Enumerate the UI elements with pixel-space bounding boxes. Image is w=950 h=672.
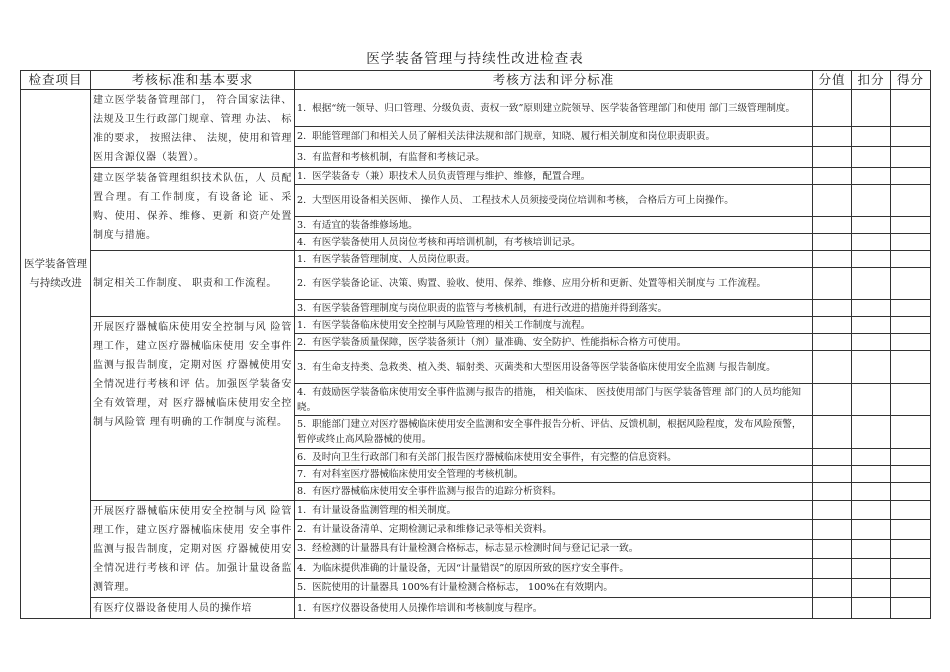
- method-text: 经检测的计量器具有计量检测合格标志，标志显示检测时间与登记记录一致。: [312, 543, 639, 555]
- method-cell: [295, 449, 813, 466]
- method-number: 2.: [297, 278, 307, 289]
- deduct-cell[interactable]: [852, 147, 891, 168]
- score-cell[interactable]: [813, 384, 852, 416]
- method-text: 职能管理部门和相关人员了解相关法律法规和部门规章，知晓、履行相关制度和岗位职责职责。: [312, 131, 716, 143]
- score-cell[interactable]: [813, 251, 852, 268]
- table-row: [21, 317, 931, 334]
- header-got: 得分: [891, 71, 931, 90]
- method-number: 1.: [297, 170, 307, 182]
- got-cell[interactable]: [891, 147, 931, 168]
- method-number: 3.: [297, 151, 307, 163]
- method-number: 1.: [297, 504, 307, 516]
- method-number: 1.: [297, 602, 307, 614]
- score-cell[interactable]: [813, 351, 852, 384]
- standard-cell: 建立医学装备管理组织技术队伍，人 员配置合理。有工作制度，有设备论 证、采购、使用、保养、维修、更新 和资产处置制度与措施。: [91, 168, 295, 251]
- deduct-cell[interactable]: [852, 168, 891, 185]
- standard-cell: 开展医疗器械临床使用安全控制与风 险管理工作，建立医疗器械临床使用 安全事件监测与报告制度，定期对医 疗器械使用安全情况进行考核和评 估。加强计量设备监测管理。: [91, 501, 295, 598]
- deduct-cell[interactable]: [852, 351, 891, 384]
- deduct-cell[interactable]: [852, 317, 891, 334]
- score-cell[interactable]: [813, 466, 852, 483]
- deduct-cell[interactable]: [852, 268, 891, 300]
- method-cell: [295, 317, 813, 334]
- method-number: 2.: [297, 131, 307, 143]
- method-text: 医学装备专（兼）职技术人员负责管理与维护、维修，配置合理。: [312, 170, 591, 182]
- score-cell[interactable]: [813, 334, 852, 351]
- method-cell: [295, 539, 813, 558]
- method-text: 及时向卫生行政部门和有关部门报告医疗器械临床使用安全事件，有完整的信息资料。: [312, 451, 677, 463]
- standard-cell: 开展医疗器械临床使用安全控制与风 险管理工作，建立医疗器械临床使用 安全事件监测与报告制度，定期对医 疗器械使用安全情况进行考核和评 估。加强医学装备安全有效管理，对 医疗器械临床使用安全控制与风险管 理有明确的工作制度与流程。: [91, 317, 295, 501]
- got-cell[interactable]: [891, 185, 931, 217]
- score-cell[interactable]: [813, 449, 852, 466]
- method-cell: [295, 384, 813, 416]
- method-cell: [295, 90, 813, 127]
- score-cell[interactable]: [813, 168, 852, 185]
- method-text: 有医学装备临床使用安全控制与风险管理的相关工作制度与流程。: [312, 319, 591, 331]
- got-cell[interactable]: [891, 520, 931, 539]
- method-text: 有鼓励医学装备临床使用安全事件监测与报告的措施， 相关临床、 医技使用部门与医学装备管理 部门的人员均能知晓。: [297, 386, 801, 413]
- method-text: 有计量设备监测管理的相关制度。: [312, 504, 457, 516]
- method-number: 4.: [297, 562, 307, 574]
- method-text: 职能部门建立对医疗器械临床使用安全监测和安全事件报告分析、评估、反馈机制，根据风险程度，发布风险预警，暂停或终止高风险器械的使用。: [297, 419, 802, 445]
- method-cell: [295, 185, 813, 217]
- method-cell: [295, 334, 813, 351]
- method-cell: [295, 300, 813, 317]
- deduct-cell[interactable]: [852, 300, 891, 317]
- method-text: 有医疗器械临床使用安全事件监测与报告的追踪分析资料。: [312, 486, 562, 497]
- got-cell[interactable]: [891, 559, 931, 578]
- method-text: 根据“统一领导、归口管理、分级负责、责权一致”原则建立院领导、医学装备管理部门和使用 部门三级管理制度。: [312, 102, 796, 114]
- method-number: 5.: [297, 582, 307, 594]
- got-cell[interactable]: [891, 466, 931, 483]
- table-row: [21, 501, 931, 520]
- score-cell[interactable]: [813, 520, 852, 539]
- inspection-table: [20, 70, 931, 619]
- standard-cell: 有医疗仪器设备使用人员的操作培: [91, 598, 295, 619]
- got-cell[interactable]: [891, 251, 931, 268]
- score-cell[interactable]: [813, 217, 852, 234]
- method-cell: [295, 147, 813, 168]
- got-cell[interactable]: [891, 351, 931, 384]
- method-cell: [295, 251, 813, 268]
- got-cell[interactable]: [891, 90, 931, 127]
- method-number: 1.: [297, 102, 307, 114]
- deduct-cell[interactable]: [852, 384, 891, 416]
- method-number: 2.: [297, 336, 307, 348]
- method-text: 有对科室医疗器械临床使用安全管理的考核机制。: [312, 468, 524, 480]
- deduct-cell[interactable]: [852, 127, 891, 147]
- standard-cell: 建立医学装备管理部门， 符合国家法律、法规及卫生行政部门规章、管理 办法、 标准的要求， 按照法律、 法规，使用和管理医用含源仪器（装置）。: [91, 90, 295, 168]
- header-item: 检查项目: [21, 71, 91, 90]
- got-cell[interactable]: [891, 168, 931, 185]
- method-text: 有生命支持类、急救类、植入类、辐射类、灭菌类和大型医用设备等医学装备临床使用安全监测 与报告制度。: [312, 361, 776, 373]
- score-cell[interactable]: [813, 268, 852, 300]
- header-deduct: 扣分: [852, 71, 891, 90]
- got-cell[interactable]: [891, 268, 931, 300]
- item-name-cell: 医学装备管理与持续改进: [21, 90, 91, 619]
- method-cell: [295, 234, 813, 251]
- score-cell[interactable]: [813, 598, 852, 619]
- method-cell: [295, 168, 813, 185]
- method-number: 3.: [297, 361, 307, 373]
- method-number: 4.: [297, 386, 307, 398]
- method-number: 1.: [297, 253, 307, 265]
- method-number: 8.: [297, 486, 307, 497]
- score-cell[interactable]: [813, 539, 852, 558]
- deduct-cell[interactable]: [852, 416, 891, 449]
- score-cell[interactable]: [813, 234, 852, 251]
- method-number: 1.: [297, 319, 307, 331]
- method-number: 6.: [297, 451, 307, 463]
- method-cell: [295, 268, 813, 300]
- deduct-cell[interactable]: [852, 483, 891, 501]
- method-text: 有医学装备管理制度与岗位职责的监管与考核机制，有进行改进的措施并得到落实。: [312, 302, 668, 314]
- method-text: 为临床提供准确的计量设备，无因“计量错误”的原因所致的医疗安全事件。: [312, 562, 629, 574]
- deduct-cell[interactable]: [852, 185, 891, 217]
- page-title: 医学装备管理与持续性改进检查表: [366, 51, 584, 67]
- table-row: [21, 90, 931, 127]
- score-cell[interactable]: [813, 300, 852, 317]
- deduct-cell[interactable]: [852, 466, 891, 483]
- score-cell[interactable]: [813, 90, 852, 127]
- got-cell[interactable]: [891, 300, 931, 317]
- table-body: [21, 90, 931, 619]
- method-text: 有计量设备清单、定期检测记录和维修记录等相关资料。: [312, 524, 552, 536]
- deduct-cell[interactable]: [852, 578, 891, 597]
- got-cell[interactable]: [891, 501, 931, 520]
- deduct-cell[interactable]: [852, 559, 891, 578]
- score-cell[interactable]: [813, 416, 852, 449]
- method-cell: [295, 578, 813, 597]
- method-text: 有医疗仪器设备使用人员操作培训和考核制度与程序。: [312, 602, 543, 614]
- score-cell[interactable]: [813, 147, 852, 168]
- table-row: [21, 598, 931, 619]
- method-cell: [295, 483, 813, 501]
- score-cell[interactable]: [813, 501, 852, 520]
- method-text: 有医学装备使用人员岗位考核和再培训机制，有考核培训记录。: [312, 236, 581, 248]
- method-number: 3.: [297, 543, 307, 555]
- method-number: 3.: [297, 302, 307, 314]
- deduct-cell[interactable]: [852, 598, 891, 619]
- header-standard: 考核标准和基本要求: [91, 71, 295, 90]
- deduct-cell[interactable]: [852, 234, 891, 251]
- method-cell: [295, 466, 813, 483]
- got-cell[interactable]: [891, 449, 931, 466]
- method-number: 5.: [297, 419, 307, 430]
- method-cell: [295, 416, 813, 449]
- got-cell[interactable]: [891, 234, 931, 251]
- got-cell[interactable]: [891, 217, 931, 234]
- got-cell[interactable]: [891, 384, 931, 416]
- deduct-cell[interactable]: [852, 334, 891, 351]
- score-cell[interactable]: [813, 127, 852, 147]
- got-cell[interactable]: [891, 317, 931, 334]
- method-text: 有监督和考核机制，有监督和考核记录。: [312, 151, 485, 163]
- method-text: 有医学装备质量保障，医学装备须计（剂）量准确、安全防护、性能指标合格方可使用。: [312, 336, 687, 348]
- score-cell[interactable]: [813, 483, 852, 501]
- score-cell[interactable]: [813, 185, 852, 217]
- got-cell[interactable]: [891, 598, 931, 619]
- standard-cell: 制定相关工作制度、 职责和工作流程。: [91, 251, 295, 317]
- method-text: 有适宜的装备维修场地。: [312, 219, 418, 231]
- method-cell: [295, 501, 813, 520]
- header-score: 分值: [813, 71, 852, 90]
- method-text: 医院使用的计量器具 100%有计量检测合格标志， 100%在有效期内。: [312, 582, 613, 594]
- method-text: 有医学装备管理制度、人员岗位职责。: [312, 253, 476, 265]
- header-row: [21, 71, 931, 90]
- method-cell: [295, 559, 813, 578]
- method-number: 2.: [297, 524, 307, 536]
- method-text: 大型医用设备相关医师、 操作人员、 工程技术人员须接受岗位培训和考核， 合格后方可上岗操作。: [312, 195, 734, 206]
- method-number: 7.: [297, 468, 307, 480]
- deduct-cell[interactable]: [852, 251, 891, 268]
- deduct-cell[interactable]: [852, 520, 891, 539]
- deduct-cell[interactable]: [852, 449, 891, 466]
- got-cell[interactable]: [891, 334, 931, 351]
- got-cell[interactable]: [891, 483, 931, 501]
- score-cell[interactable]: [813, 317, 852, 334]
- table-row: [21, 168, 931, 185]
- deduct-cell[interactable]: [852, 217, 891, 234]
- table-row: [21, 251, 931, 268]
- method-number: 3.: [297, 219, 307, 231]
- score-cell[interactable]: [813, 559, 852, 578]
- method-cell: [295, 351, 813, 384]
- method-cell: [295, 127, 813, 147]
- got-cell[interactable]: [891, 416, 931, 449]
- deduct-cell[interactable]: [852, 501, 891, 520]
- method-text: 有医学装备论证、决策、购置、验收、使用、保养、维修、应用分析和更新、处置等相关制度与 工作流程。: [312, 278, 767, 289]
- method-number: 2.: [297, 195, 307, 206]
- score-cell[interactable]: [813, 578, 852, 597]
- method-cell: [295, 520, 813, 539]
- method-number: 4.: [297, 236, 307, 248]
- header-method: 考核方法和评分标准: [295, 71, 813, 90]
- got-cell[interactable]: [891, 127, 931, 147]
- got-cell[interactable]: [891, 578, 931, 597]
- deduct-cell[interactable]: [852, 539, 891, 558]
- method-cell: [295, 598, 813, 619]
- method-cell: [295, 217, 813, 234]
- got-cell[interactable]: [891, 539, 931, 558]
- deduct-cell[interactable]: [852, 90, 891, 127]
